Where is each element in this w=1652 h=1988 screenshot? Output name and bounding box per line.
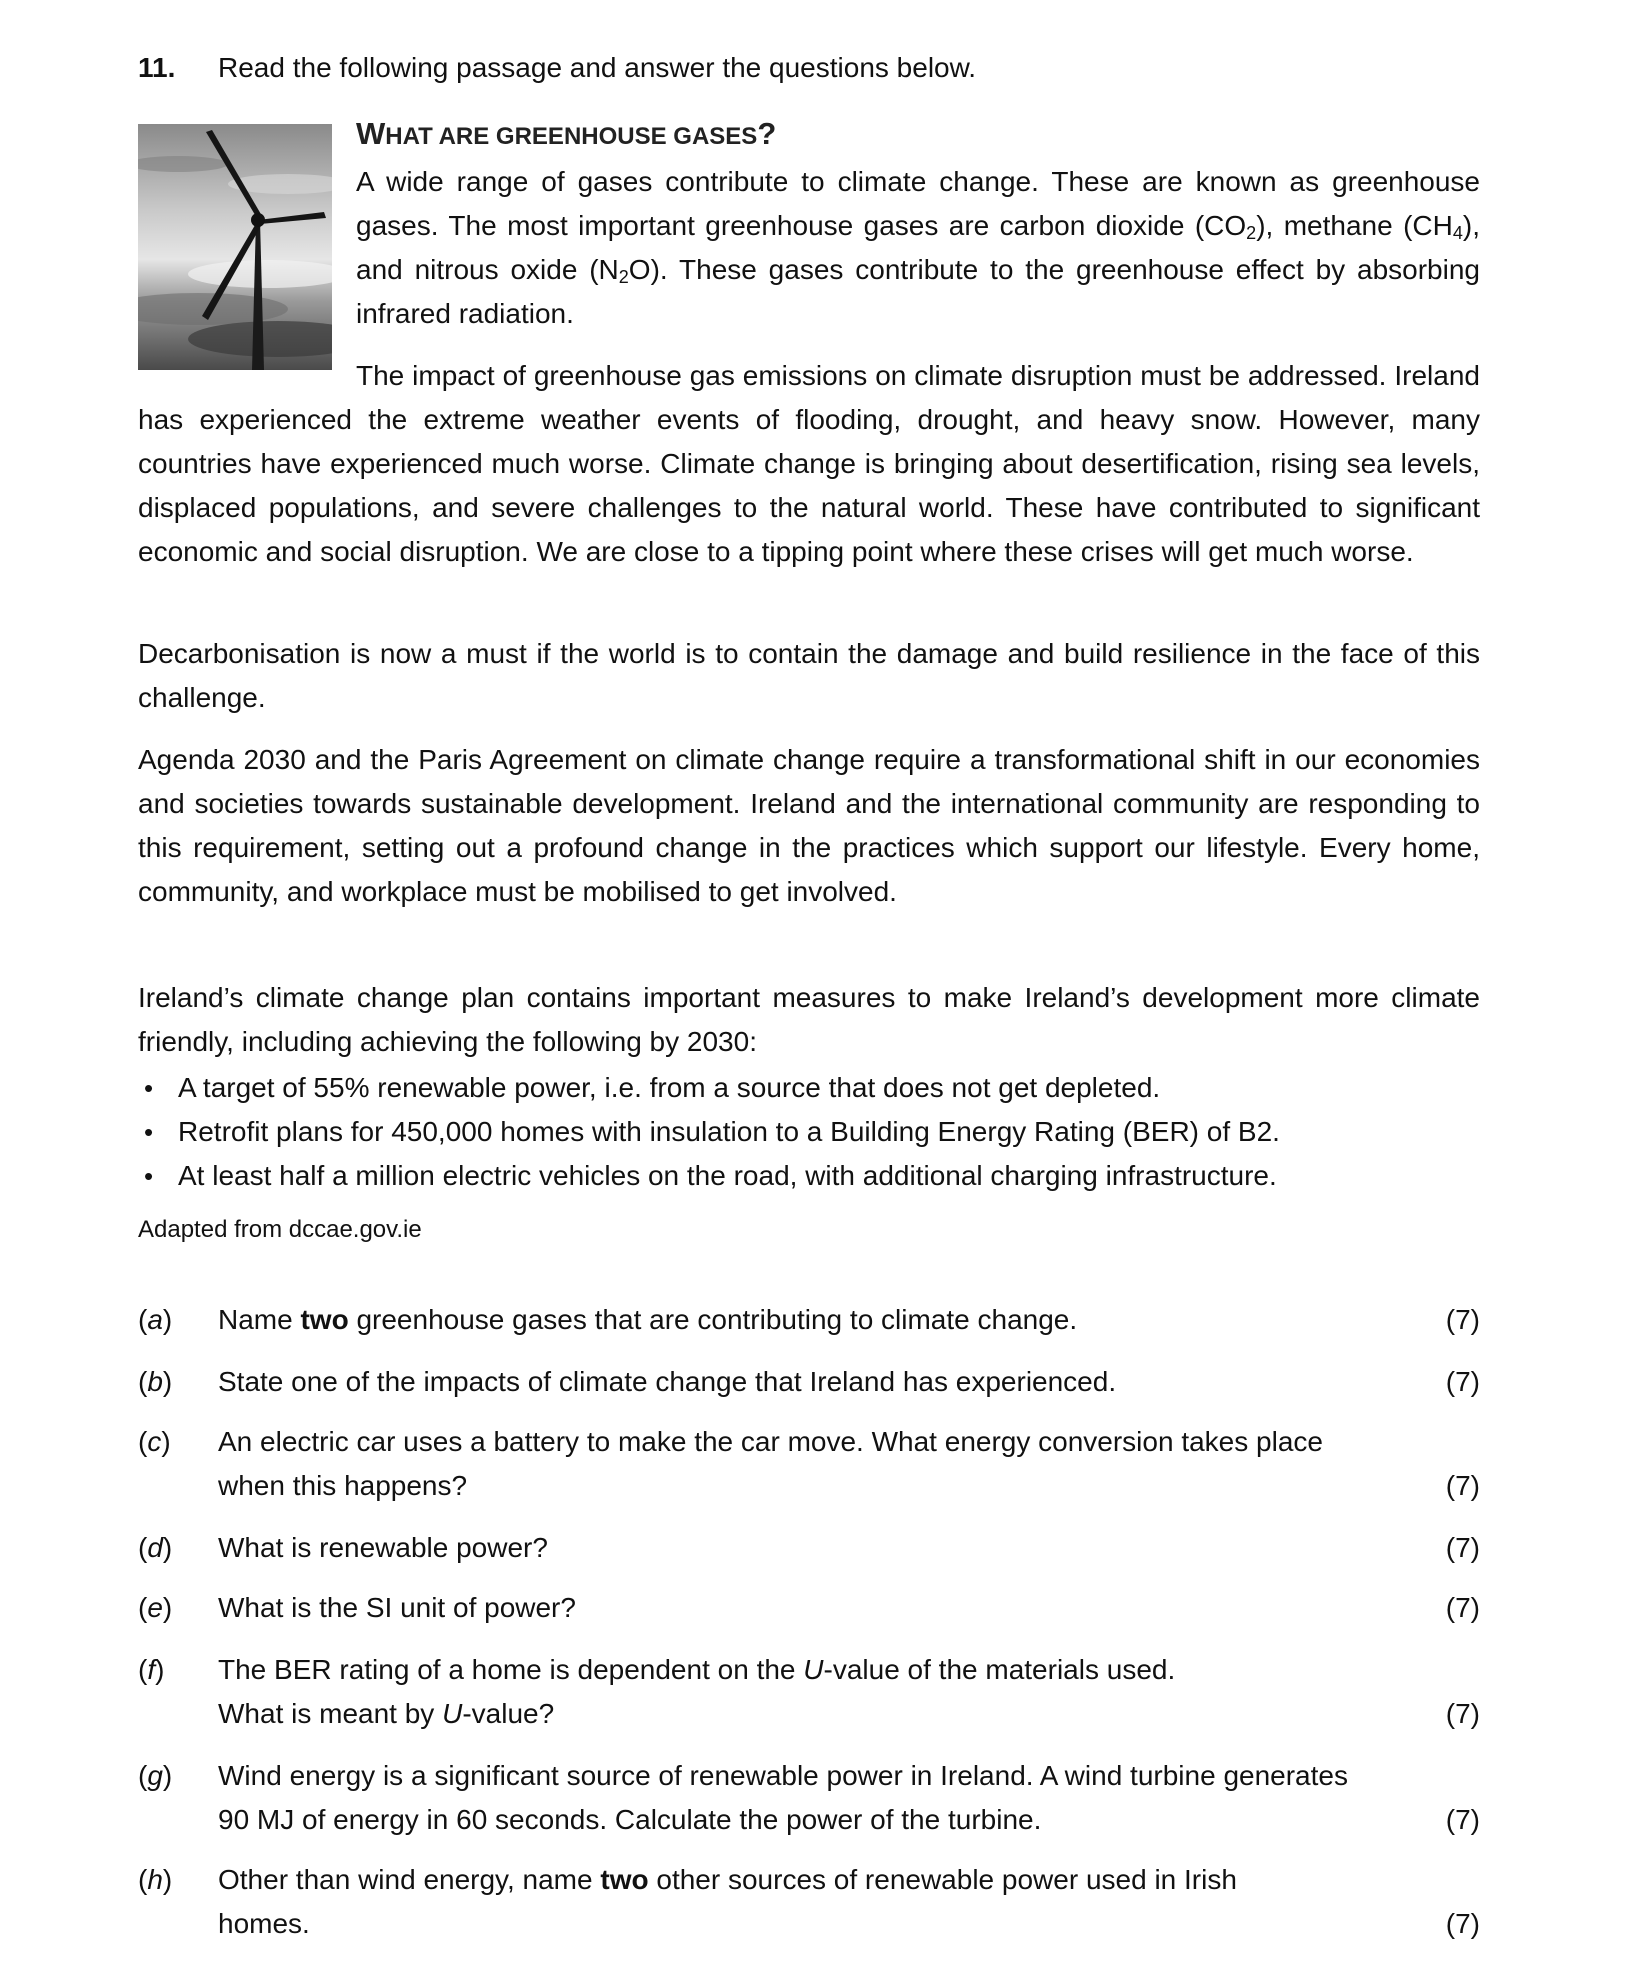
intro-text-1: A wide range of gases contribute to climate change. These are known as greenhouse gases. The most important greenhouse gases are carbon dioxide (CO <box>356 166 1480 241</box>
passage-title-first: W <box>356 116 386 151</box>
passage-paragraph-2: The impact of greenhouse gas emissions on climate disruption must be addressed. Ireland has experienced the extreme weather events of flooding, drought, and heavy snow. However, many countries have experienced much worse. Climate change is bringing about desertification, rising sea levels, displaced populations, and severe challenges to the natural world. These have contributed to significant economic and social disruption. We are close to a tipping point where these crises will get much worse. <box>138 360 1480 567</box>
question-part-d: (d) What is renewable power? (7) <box>138 1526 1480 1570</box>
marks: (7) <box>1445 1592 1480 1623</box>
marks: (7) <box>1445 1304 1480 1335</box>
intro-sub-1: 2 <box>1246 223 1257 243</box>
question-part-f: (f) The BER rating of a home is dependent on the U-value of the materials used. What is meant by U-value? (7) <box>138 1648 1480 1736</box>
part-label: (c) <box>138 1426 171 1457</box>
passage-title <box>356 114 776 157</box>
question-header <box>138 48 976 88</box>
question-part-a: (a) Name two greenhouse gases that are contributing to climate change. (7) <box>138 1298 1480 1342</box>
question-part-c: (c) An electric car uses a battery to make the car move. What energy conversion takes place when this happens? (7) <box>138 1420 1480 1508</box>
marks: (7) <box>1445 1804 1480 1835</box>
passage-paragraph-3: Decarbonisation is now a must if the world is to contain the damage and build resilience in the face of this challenge. <box>138 638 1480 713</box>
list-item: • A target of 55% renewable power, i.e. from a source that does not get depleted. <box>138 1066 1480 1110</box>
question-part-b: (b) State one of the impacts of climate change that Ireland has experienced. (7) <box>138 1360 1480 1404</box>
marks: (7) <box>1445 1470 1480 1501</box>
question-part-h: (h) Other than wind energy, name two other sources of renewable power used in Irish homes. (7) <box>138 1858 1480 1946</box>
source-credit: Adapted from dccae.gov.ie <box>138 1216 422 1243</box>
wind-turbine-photo <box>138 124 332 370</box>
part-label: (h) <box>138 1864 173 1895</box>
intro-sub-2: 4 <box>1452 223 1463 243</box>
part-label: (a) <box>138 1304 173 1335</box>
part-label: (f) <box>138 1654 165 1685</box>
intro-text-4: O). These gases contribute to the greenhouse effect by absorbing infrared radiation. <box>356 254 1480 329</box>
part-label: (g) <box>138 1760 173 1791</box>
list-item: • Retrofit plans for 450,000 homes with insulation to a Building Energy Rating (BER) of B2. <box>138 1110 1480 1154</box>
question-instruction: Read the following passage and answer the questions below. <box>218 52 977 83</box>
passage-intro <box>356 160 1480 336</box>
marks: (7) <box>1445 1366 1480 1397</box>
passage-paragraph-5: Ireland’s climate change plan contains important measures to make Ireland’s development more climate friendly, including achieving the following by 2030: <box>138 982 1480 1057</box>
part-label: (e) <box>138 1592 173 1623</box>
measures-list <box>138 1066 1480 1198</box>
marks: (7) <box>1445 1698 1480 1729</box>
marks: (7) <box>1445 1532 1480 1563</box>
passage-title-rest: HAT ARE GREENHOUSE GASES <box>385 123 758 150</box>
intro-text-2: ), methane (CH <box>1256 210 1453 241</box>
passage-title-end: ? <box>757 116 777 151</box>
passage-paragraph-4: Agenda 2030 and the Paris Agreement on climate change require a transformational shift in our economies and societies towards sustainable development. Ireland and the international community are responding to this requirement, setting out a profound change in the practices which support our lifestyle. Every home, community, and workplace must be mobilised to get involved. <box>138 744 1480 907</box>
part-label: (b) <box>138 1366 173 1397</box>
question-number: 11. <box>138 52 176 83</box>
question-part-g: (g) Wind energy is a significant source of renewable power in Ireland. A wind turbine generates 90 MJ of energy in 60 seconds. Calculate the power of the turbine. (7) <box>138 1754 1480 1842</box>
marks: (7) <box>1445 1908 1480 1939</box>
part-label: (d) <box>138 1532 173 1563</box>
list-item: • At least half a million electric vehicles on the road, with additional charging infrastructure. <box>138 1154 1480 1198</box>
intro-text-3: ), and nitrous oxide (N <box>356 210 1480 285</box>
intro-sub-3: 2 <box>618 267 629 287</box>
question-part-e: (e) What is the SI unit of power? (7) <box>138 1586 1480 1630</box>
